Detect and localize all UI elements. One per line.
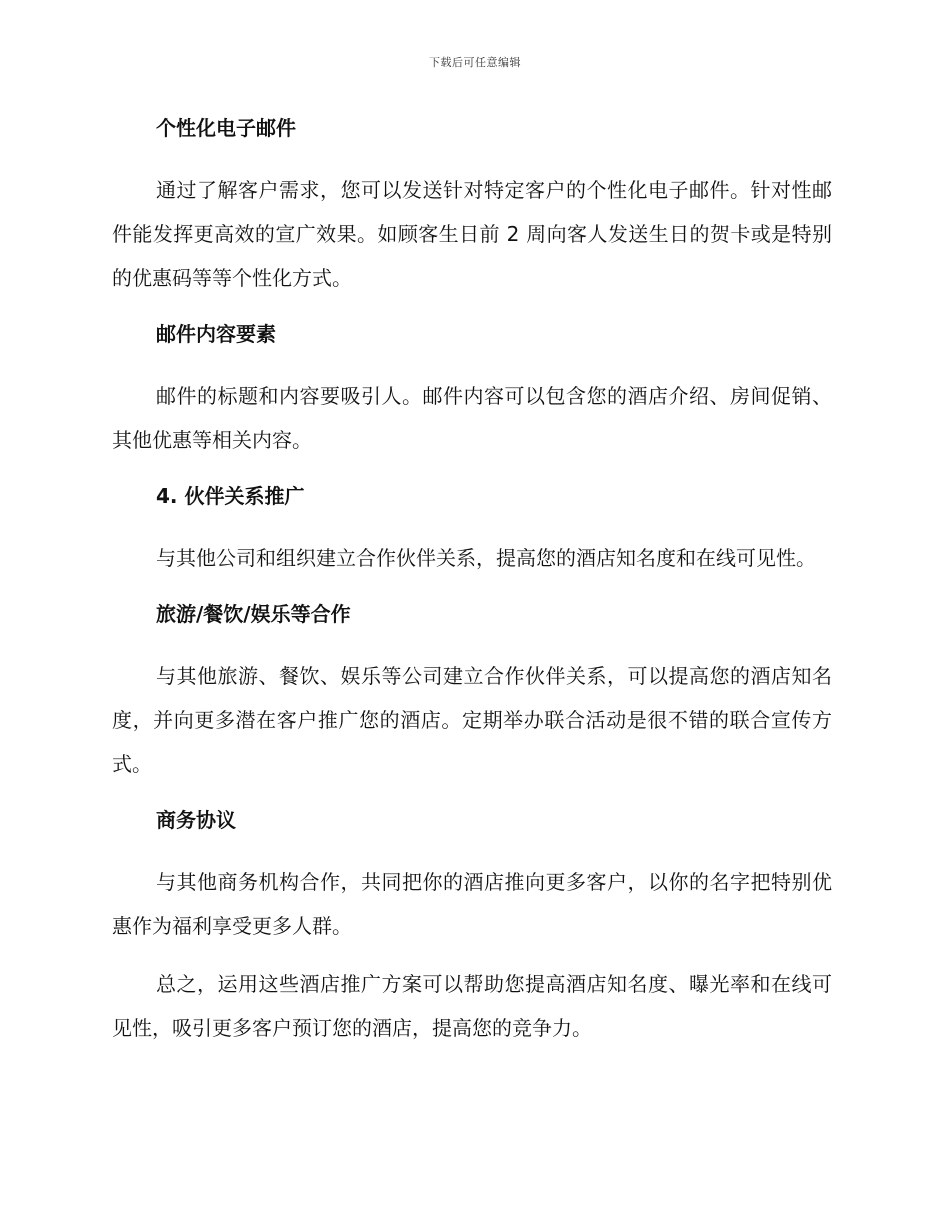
section-heading-personalized-email: 个性化电子邮件: [156, 116, 296, 140]
section-paragraph-travel-cooperation: 与其他旅游、餐饮、娱乐等公司建立合作伙伴关系，可以提高您的酒店知名度，并向更多潜在客户推广您的酒店。定期举办联合活动是很不错的联合宣传方式。: [112, 664, 832, 776]
section-paragraph-personalized-email: 通过了解客户需求，您可以发送针对特定客户的个性化电子邮件。针对性邮件能发挥更高效的宣广效果。如顾客生日前 2 周向客人发送生日的贺卡或是特别的优惠码等等个性化方式。: [112, 178, 832, 290]
document-body: [112, 108, 832, 1050]
section-heading-business-agreement: 商务协议: [156, 808, 236, 832]
section-heading-email-content: 邮件内容要素: [156, 322, 276, 346]
section-heading-partnership: 4. 伙伴关系推广: [156, 484, 305, 508]
section-paragraph-partnership: 与其他公司和组织建立合作伙伴关系，提高您的酒店知名度和在线可见性。: [156, 546, 816, 570]
page-header-note: 下载后可任意编辑: [429, 56, 521, 69]
conclusion-paragraph: 总之，运用这些酒店推广方案可以帮助您提高酒店知名度、曝光率和在线可见性，吸引更多客户预订您的酒店，提高您的竞争力。: [112, 972, 832, 1040]
section-paragraph-business-agreement: 与其他商务机构合作，共同把你的酒店推向更多客户，以你的名字把特别优惠作为福利享受更多人群。: [112, 870, 832, 938]
section-paragraph-email-content: 邮件的标题和内容要吸引人。邮件内容可以包含您的酒店介绍、房间促销、其他优惠等相关内容。: [112, 384, 832, 452]
section-heading-travel-cooperation: 旅游/餐饮/娱乐等合作: [156, 602, 351, 626]
